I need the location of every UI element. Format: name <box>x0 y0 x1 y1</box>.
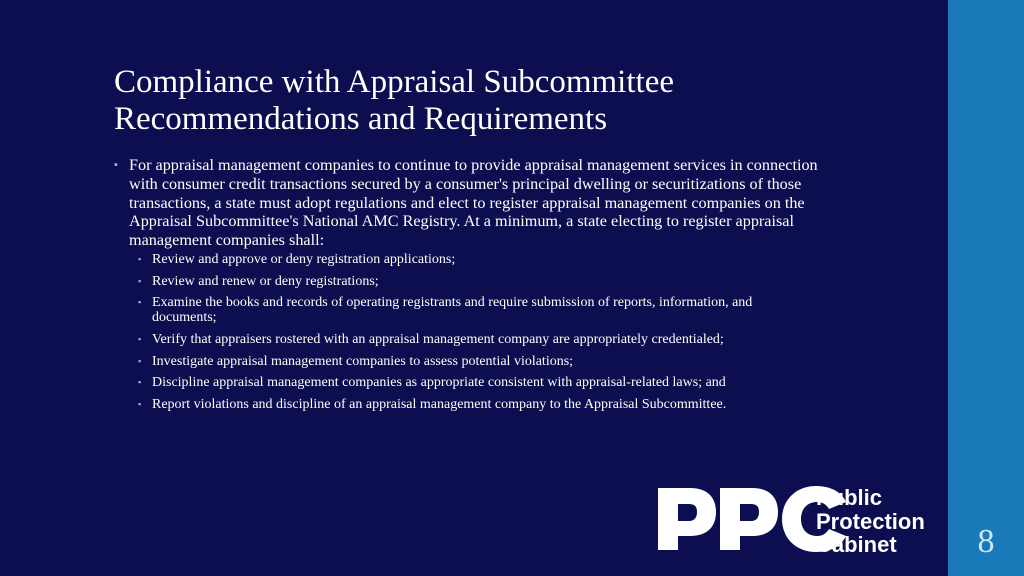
logo-wordmark <box>816 486 925 557</box>
bullet-dot-icon: ▪ <box>138 398 142 409</box>
main-bullet <box>114 156 826 250</box>
sub-bullet-text: Investigate appraisal management companies to assess potential violations; <box>152 353 574 369</box>
bullet-dot-icon: ▪ <box>138 377 142 388</box>
side-accent-bar <box>948 0 1024 576</box>
sub-bullet-item <box>138 396 826 412</box>
bullet-dot-icon: ▪ <box>138 275 142 286</box>
bullet-dot-icon: ▪ <box>138 333 142 344</box>
sub-bullet-item <box>138 273 826 289</box>
sub-bullet-list <box>114 252 826 412</box>
sub-bullet-text: Discipline appraisal management companies as appropriate consistent with appraisal-related laws; and <box>152 375 726 391</box>
title-line-1: Compliance with Appraisal Subcommittee <box>114 64 674 100</box>
title-line-2: Recommendations and Requirements <box>114 101 608 137</box>
sub-bullet-item <box>138 353 826 369</box>
sub-bullet-item <box>138 375 826 391</box>
sub-bullet-item <box>138 251 826 267</box>
bullet-dot-icon: ▪ <box>114 159 118 171</box>
logo-line-protection: Protection <box>816 508 925 534</box>
logo-line-public: Public <box>816 485 883 510</box>
sub-bullet-text: Examine the books and records of operating registrants and require submission of reports, information, and documents; <box>152 295 753 326</box>
logo-line-cabinet: Cabinet <box>816 532 897 557</box>
main-bullet-text: For appraisal management companies to continue to provide appraisal management services in connection with consumer credit transactions secured by a consumer's principal dwelling or securitizations of those transactions, a state must adopt regulations and elect to register appraisal management companies on the Appraisal Subcommittee's National AMC Registry. At a minimum, a state electing to register appraisal management companies shall: <box>129 156 818 250</box>
sub-bullet-text: Review and renew or deny registrations; <box>152 273 379 289</box>
page-number: 8 <box>977 523 995 560</box>
sub-bullet-item <box>138 295 826 326</box>
bullet-dot-icon: ▪ <box>138 297 142 308</box>
sub-bullet-text: Report violations and discipline of an appraisal management company to the Appraisal Subcommittee. <box>152 396 727 412</box>
bullet-dot-icon: ▪ <box>138 355 142 366</box>
slide-title <box>114 64 874 138</box>
sub-bullet-item <box>138 331 826 347</box>
slide-body <box>114 156 826 418</box>
bullet-dot-icon: ▪ <box>138 253 142 264</box>
sub-bullet-text: Verify that appraisers rostered with an appraisal management company are appropriately credentialed; <box>152 331 724 347</box>
sub-bullet-text: Review and approve or deny registration applications; <box>152 251 456 267</box>
